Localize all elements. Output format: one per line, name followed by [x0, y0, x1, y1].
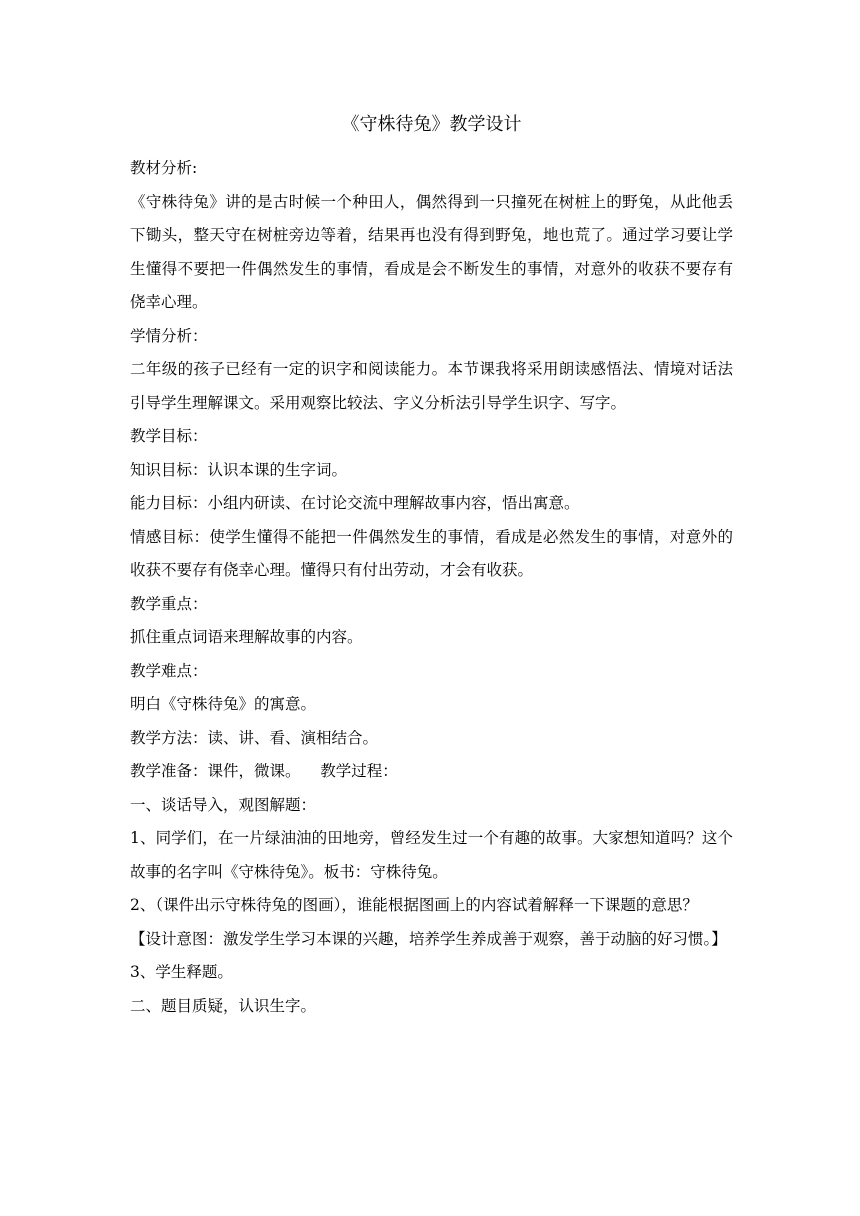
paragraph-teaching-difficulty: 明白《守株待兔》的寓意。	[130, 695, 317, 713]
document-page	[130, 112, 733, 1192]
paragraph-teaching-focus: 抓住重点词语来理解故事的内容。	[130, 628, 363, 646]
paragraph-teaching-method: 教学方法：读、讲、看、演相结合。	[130, 728, 379, 747]
paragraph-learner-analysis: 二年级的孩子已经有一定的识字和阅读能力。本节课我将采用朗读感悟法、情境对话法引导学生理解课文。采用观察比较法、字义分析法引导学生识字、写字。	[130, 360, 733, 412]
paragraph-step-3: 3、学生释题。	[130, 963, 233, 981]
heading-teaching-difficulty: 教学难点：	[130, 661, 208, 680]
paragraph-emotion-goal: 情感目标：使学生懂得不能把一件偶然发生的事情，看成是必然发生的事情，对意外的收获不要存有侥幸心理。懂得只有付出劳动，才会有收获。	[130, 527, 733, 579]
paragraph-step-2: 2、（课件出示守株待兔的图画），谁能根据图画上的内容试着解释一下课题的意思？	[130, 896, 698, 914]
paragraph-textbook-analysis: 《守株待兔》讲的是古时候一个种田人，偶然得到一只撞死在树桩上的野兔，从此他丢下锄头，整天守在树桩旁边等着，结果再也没有得到野兔，地也荒了。通过学习要让学生懂得不要把一件偶然发生的事情，看成是会不断发生的事情，对意外的收获不要存有侥幸心理。	[130, 192, 733, 311]
heading-textbook-analysis: 教材分析:	[130, 159, 198, 177]
paragraph-knowledge-goal: 知识目标：认识本课的生字词。	[130, 460, 348, 479]
paragraph-preparation-and-process: 教学准备：课件，微课。 教学过程：	[130, 762, 398, 780]
document-title: 《守株待兔》教学设计	[341, 114, 522, 135]
heading-teaching-goals: 教学目标：	[130, 427, 208, 445]
heading-section-one: 一、谈话导入，观图解题：	[130, 795, 317, 814]
heading-section-two: 二、题目质疑，认识生字。	[130, 996, 317, 1015]
heading-teaching-focus: 教学重点：	[130, 594, 208, 613]
paragraph-design-intent: 【设计意图：激发学生学习本课的兴趣，培养学生养成善于观察，善于动脑的好习惯。】	[130, 929, 727, 948]
paragraph-step-1: 1、同学们，在一片绿油油的田地旁，曾经发生过一个有趣的故事。大家想知道吗？这个故事的名字叫《守株待兔》。板书：守株待兔。	[130, 829, 733, 881]
heading-learner-analysis: 学情分析：	[130, 326, 208, 345]
paragraph-ability-goal: 能力目标：小组内研读、在讨论交流中理解故事内容，悟出寓意。	[130, 494, 580, 512]
